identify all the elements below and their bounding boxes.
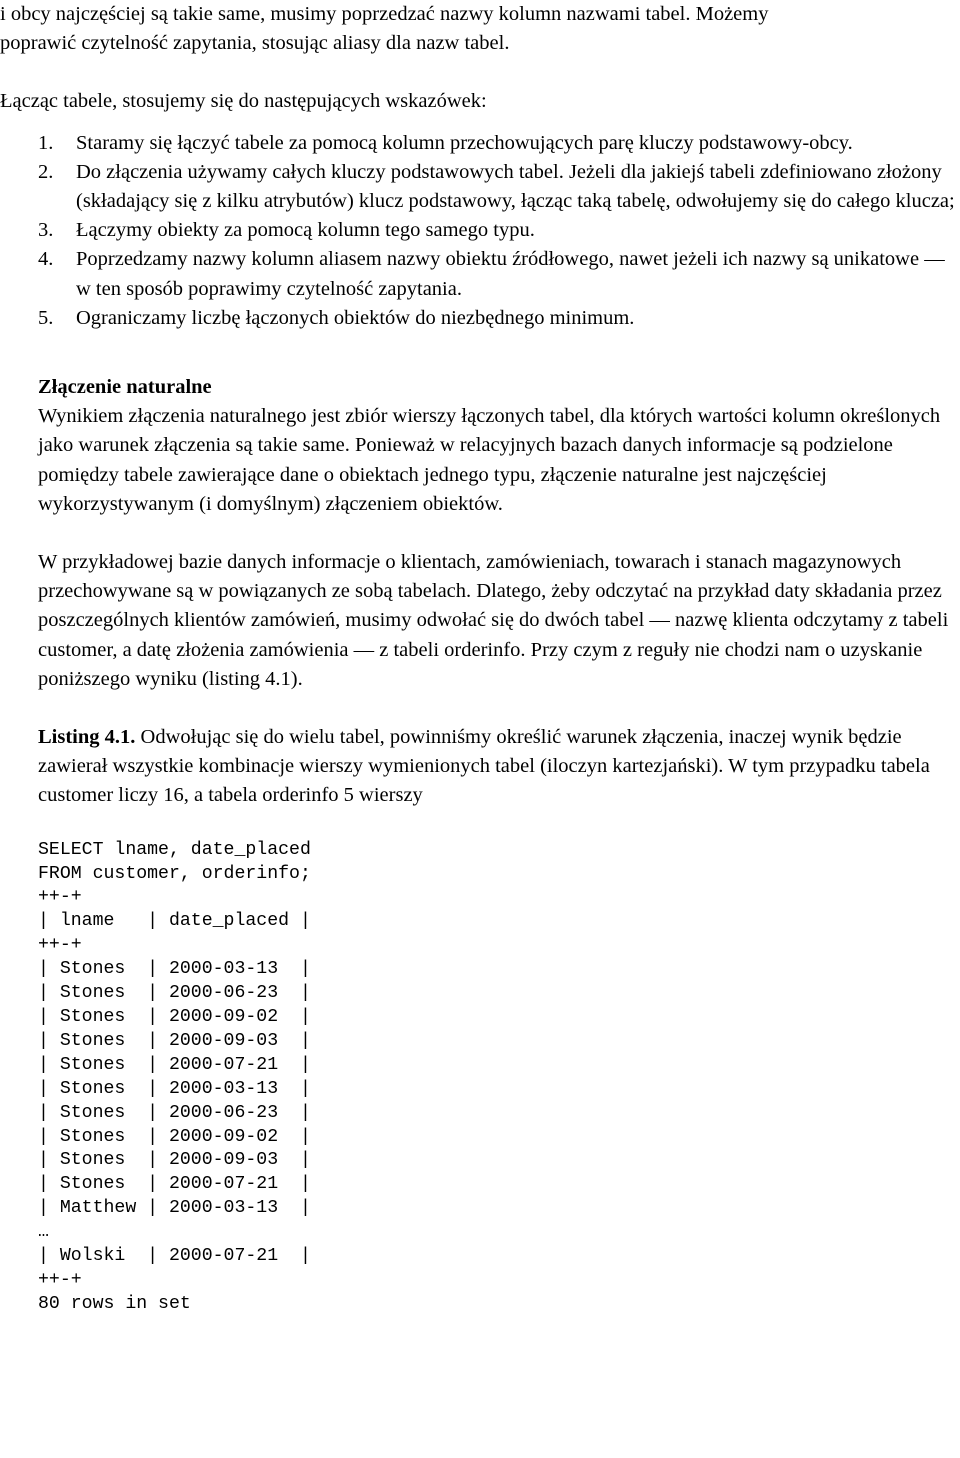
- guidelines-lead: Łącząc tabele, stosujemy się do następujących wskazówek:: [0, 90, 487, 113]
- code-line: 80 rows in set: [38, 1293, 191, 1314]
- code-line: ++-+: [38, 887, 82, 908]
- code-line: …: [38, 1222, 49, 1243]
- code-line: FROM customer, orderinfo;: [38, 863, 311, 884]
- code-line: | Wolski | 2000-07-21 |: [38, 1246, 311, 1267]
- code-listing: [0, 839, 960, 1317]
- code-line: | Stones | 2000-03-13 |: [38, 1078, 311, 1099]
- code-line: SELECT lname, date_placed: [38, 839, 311, 860]
- code-line: | Stones | 2000-07-21 |: [38, 1174, 311, 1195]
- list-item-text: Poprzedzamy nazwy kolumn aliasem nazwy obiektu źródłowego, nawet jeżeli ich nazwy są unikatowe — w ten sposób poprawimy czytelność zapytania.: [76, 248, 945, 300]
- list-item-text: Staramy się łączyć tabele za pomocą kolumn przechowujących parę kluczy podstawowy-obcy.: [76, 131, 853, 154]
- code-line: ++-+: [38, 935, 82, 956]
- section-heading: Złączenie naturalne: [38, 376, 212, 399]
- intro-line-1: i obcy najczęściej są takie same, musimy poprzedzać nazwy kolumn nazwami tabel. Możemy: [0, 3, 769, 25]
- list-item: [0, 216, 960, 245]
- intro-line-2: poprawić czytelność zapytania, stosując aliasy dla nazw tabel.: [0, 32, 510, 55]
- code-line: | Stones | 2000-07-21 |: [38, 1054, 311, 1075]
- code-line: | Stones | 2000-09-03 |: [38, 1150, 311, 1171]
- list-item-number: 3.: [38, 219, 54, 242]
- list-item-number: 5.: [38, 306, 54, 329]
- list-item: [0, 245, 960, 303]
- code-line: | Stones | 2000-09-02 |: [38, 1007, 311, 1028]
- list-item: [0, 304, 960, 333]
- list-item: [0, 129, 960, 158]
- listing-caption: [0, 723, 960, 811]
- natural-join-paragraph-1: Wynikiem złączenia naturalnego jest zbiór wierszy łączonych tabel, dla których wartości kolumn określonych jako warunek złączenia są takie same. Ponieważ w relacyjnych bazach danych informacje są podzielone pomiędzy tabele zawierające dane o obiektach jednego typu, złączenie naturalne jest najczęściej wykorzystywanym (i domyślnym) złączeniem obiektów.: [38, 405, 941, 515]
- code-line: ++-+: [38, 1269, 82, 1290]
- list-item-number: 4.: [38, 248, 54, 271]
- code-line: | Matthew | 2000-03-13 |: [38, 1198, 311, 1219]
- code-line: | Stones | 2000-06-23 |: [38, 983, 311, 1004]
- natural-join-paragraph-2: W przykładowej bazie danych informacje o klientach, zamówieniach, towarach i stanach magazynowych przechowywane są w powiązanych ze sobą tabelach. Dlatego, żeby odczytać na przykład daty składania przez poszczególnych klientów zamówień, musimy odwołać się do dwóch tabel — nazwę klienta odczytamy z tabeli customer, a datę złożenia zamówienia — z tabeli orderinfo. Przy czym z reguły nie chodzi nam o uzyskanie poniższego wyniku (listing 4.1).: [38, 551, 949, 690]
- list-item-text: Ograniczamy liczbę łączonych obiektów do niezbędnego minimum.: [76, 306, 635, 329]
- list-item-text: Do złączenia używamy całych kluczy podstawowych tabel. Jeżeli dla jakiejś tabeli zdefiniowano złożony (składający się z kilku atrybutów) klucz podstawowy, łącząc taką tabelę, odwołujemy się do całego klucza;: [76, 160, 955, 213]
- list-item-number: 1.: [38, 131, 54, 154]
- list-item: [0, 158, 960, 216]
- list-item-number: 2.: [38, 160, 54, 183]
- code-line: | Stones | 2000-03-13 |: [38, 959, 311, 980]
- intro-paragraph: [0, 0, 960, 58]
- code-line: | Stones | 2000-09-03 |: [38, 1030, 311, 1051]
- guidelines-list: [0, 129, 960, 333]
- code-line: | lname | date_placed |: [38, 911, 311, 932]
- listing-label: Listing 4.1.: [38, 726, 136, 749]
- code-line: | Stones | 2000-06-23 |: [38, 1102, 311, 1123]
- list-item-text: Łączymy obiekty za pomocą kolumn tego samego typu.: [76, 219, 535, 242]
- listing-caption-text: Odwołując się do wielu tabel, powinniśmy określić warunek złączenia, inaczej wynik będzie zawierał wszystkie kombinacje wierszy wymienionych tabel (iloczyn kartezjański). W tym przypadku tabela customer liczy 16, a tabela orderinfo 5 wierszy: [38, 726, 930, 807]
- code-line: | Stones | 2000-09-02 |: [38, 1126, 311, 1147]
